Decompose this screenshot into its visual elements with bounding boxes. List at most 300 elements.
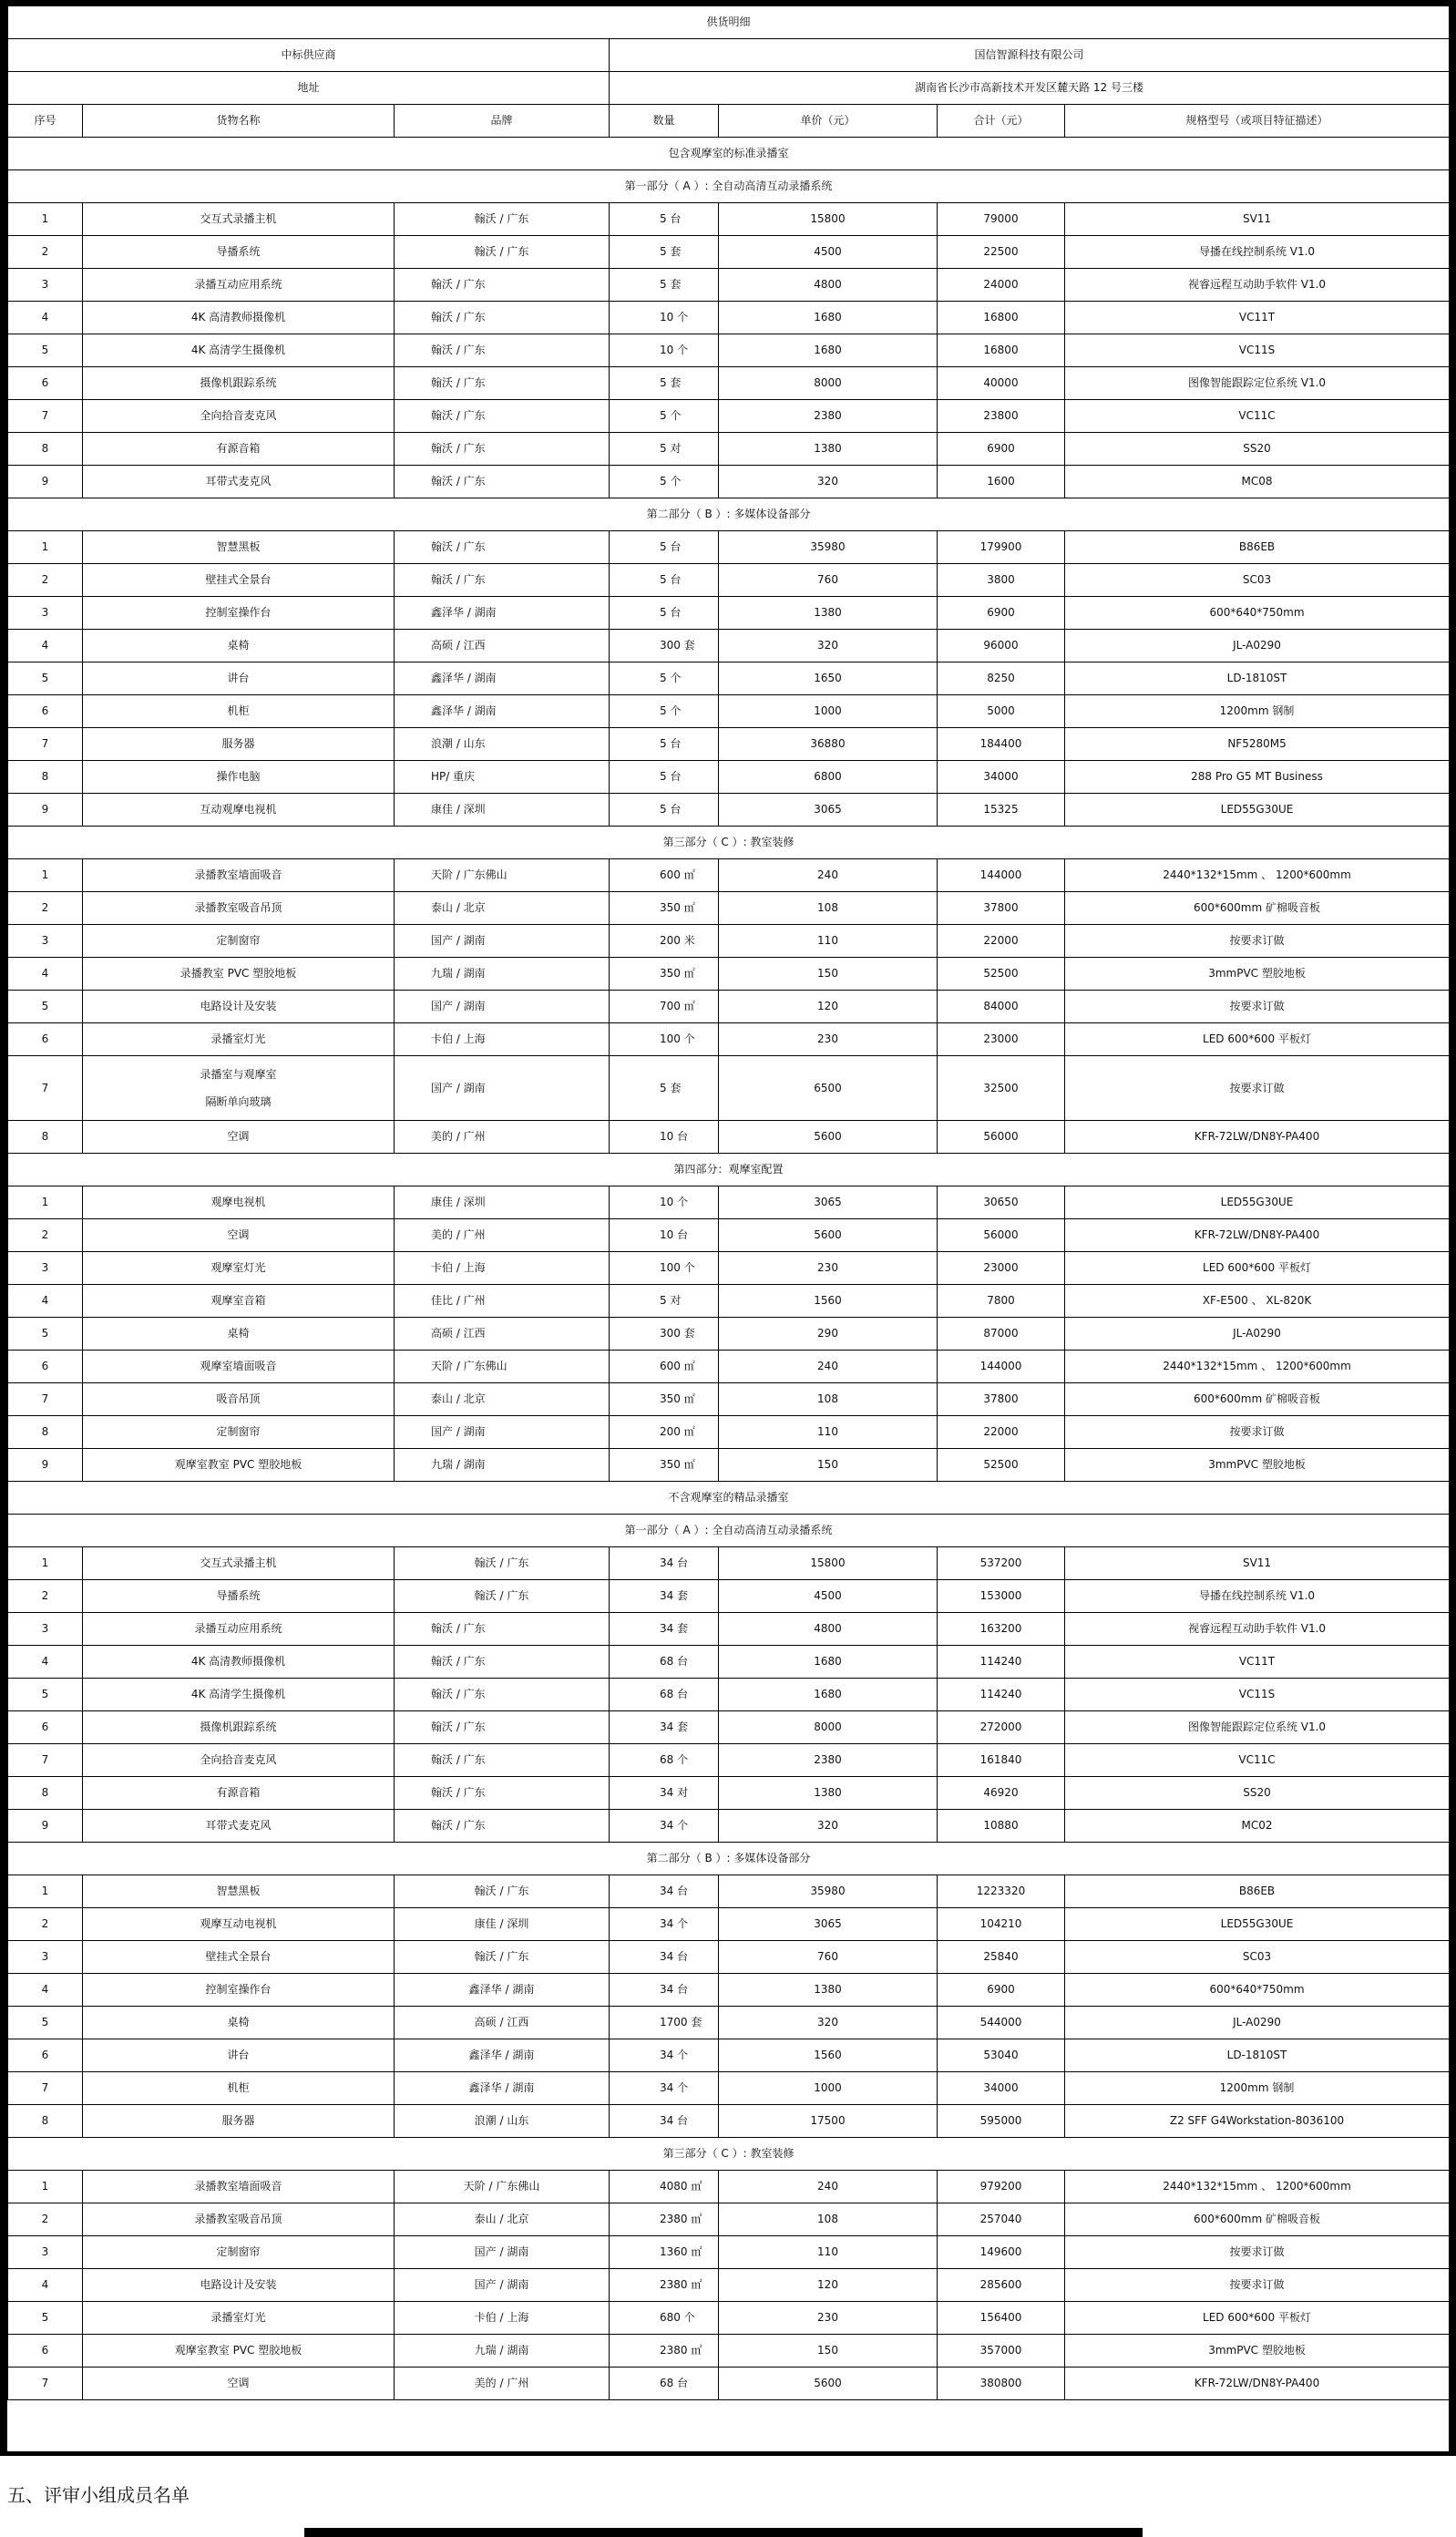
item-spec: KFR-72LW/DN8Y-PA400: [1065, 2368, 1450, 2400]
item-unit-price: 15800: [719, 203, 938, 236]
part-title: 第四部分：观摩室配置: [8, 1154, 1450, 1186]
row-number: 4: [8, 958, 83, 991]
item-name-line-1: 录播室与观摩室: [200, 1068, 277, 1081]
item-spec: B86EB: [1065, 531, 1450, 564]
item-total: 84000: [938, 991, 1065, 1023]
item-unit-price: 150: [719, 2335, 938, 2368]
item-quantity: 300 套: [610, 630, 719, 662]
item-quantity: 680 个: [610, 2302, 719, 2335]
item-spec: 3mmPVC 塑胶地板: [1065, 2335, 1450, 2368]
part-title-row: [8, 170, 1450, 203]
row-number: 4: [8, 1285, 83, 1318]
item-brand: 翰沃 / 广东: [395, 1679, 610, 1711]
item-brand: 美的 / 广州: [395, 1219, 610, 1252]
item-unit-price: 1680: [719, 1646, 938, 1679]
header-name: 货物名称: [83, 105, 395, 138]
item-brand: 鑫泽华 / 湖南: [395, 2039, 610, 2072]
item-name: 电路设计及安装: [83, 991, 395, 1023]
row-number: 9: [8, 1449, 83, 1482]
item-name: 录播室灯光: [83, 1023, 395, 1056]
table-row: [8, 1810, 1450, 1843]
supply-detail-sheet: [7, 5, 1449, 2451]
item-quantity: 5 台: [610, 203, 719, 236]
item-brand: 天阶 / 广东佛山: [395, 859, 610, 892]
table-row: [8, 367, 1450, 400]
item-name: 录播教室 PVC 塑胶地板: [83, 958, 395, 991]
item-total: 380800: [938, 2368, 1065, 2400]
item-quantity: 34 台: [610, 2105, 719, 2138]
part-title-row: [8, 827, 1450, 859]
item-name: 定制窗帘: [83, 2236, 395, 2269]
part-title: 第三部分（ C ）: 教室装修: [8, 2138, 1450, 2171]
row-number: 2: [8, 892, 83, 925]
item-quantity: 600 ㎡: [610, 1351, 719, 1383]
row-number: 9: [8, 794, 83, 827]
item-unit-price: 320: [719, 630, 938, 662]
row-number: 5: [8, 2302, 83, 2335]
item-total: 156400: [938, 2302, 1065, 2335]
table-row: [8, 1711, 1450, 1744]
item-total: 7800: [938, 1285, 1065, 1318]
item-total: 357000: [938, 2335, 1065, 2368]
item-total: 6900: [938, 433, 1065, 466]
item-spec: 600*600mm 矿棉吸音板: [1065, 892, 1450, 925]
item-brand: 浪潮 / 山东: [395, 728, 610, 761]
item-total: 6900: [938, 597, 1065, 630]
item-brand: 高硕 / 江西: [395, 630, 610, 662]
table-row: [8, 2335, 1450, 2368]
item-quantity: 350 ㎡: [610, 958, 719, 991]
item-name: 控制室操作台: [83, 597, 395, 630]
item-name: 导播系统: [83, 236, 395, 269]
item-name: 定制窗帘: [83, 1416, 395, 1449]
table-row: [8, 1744, 1450, 1777]
item-unit-price: 8000: [719, 1711, 938, 1744]
item-brand: 翰沃 / 广东: [395, 302, 610, 334]
item-spec: VC11S: [1065, 334, 1450, 367]
table-row: [8, 695, 1450, 728]
item-quantity: 5 套: [610, 236, 719, 269]
item-name: 观摩室音箱: [83, 1285, 395, 1318]
item-brand: 翰沃 / 广东: [395, 1744, 610, 1777]
item-total: 114240: [938, 1646, 1065, 1679]
item-quantity: 5 台: [610, 564, 719, 597]
table-row: [8, 1646, 1450, 1679]
item-quantity: 300 套: [610, 1318, 719, 1351]
item-quantity: 1360 ㎡: [610, 2236, 719, 2269]
row-number: 6: [8, 2039, 83, 2072]
item-unit-price: 760: [719, 1941, 938, 1974]
header-brand: 品牌: [395, 105, 610, 138]
item-total: 52500: [938, 958, 1065, 991]
section-title: 包含观摩室的标准录播室: [8, 138, 1450, 170]
item-brand: 国产 / 湖南: [395, 1416, 610, 1449]
item-quantity: 34 对: [610, 1777, 719, 1810]
item-spec: JL-A0290: [1065, 630, 1450, 662]
item-name: 录播互动应用系统: [83, 269, 395, 302]
item-name: 讲台: [83, 662, 395, 695]
item-spec: SS20: [1065, 433, 1450, 466]
item-unit-price: 150: [719, 958, 938, 991]
item-total: 10880: [938, 1810, 1065, 1843]
table-row: [8, 236, 1450, 269]
row-number: 7: [8, 1383, 83, 1416]
item-total: 22000: [938, 1416, 1065, 1449]
item-unit-price: 6500: [719, 1056, 938, 1121]
section-title: 不含观摩室的精品录播室: [8, 1482, 1450, 1515]
row-number: 8: [8, 1416, 83, 1449]
item-quantity: 350 ㎡: [610, 1449, 719, 1482]
row-number: 4: [8, 302, 83, 334]
item-quantity: 34 台: [610, 1547, 719, 1580]
table-row: [8, 1351, 1450, 1383]
row-number: 1: [8, 1875, 83, 1908]
table-row: [8, 269, 1450, 302]
item-spec: KFR-72LW/DN8Y-PA400: [1065, 1121, 1450, 1154]
item-total: 46920: [938, 1777, 1065, 1810]
item-total: 23000: [938, 1023, 1065, 1056]
item-quantity: 2380 ㎡: [610, 2269, 719, 2302]
row-number: 1: [8, 531, 83, 564]
header-price: 单价（元）: [719, 105, 938, 138]
item-unit-price: 108: [719, 1383, 938, 1416]
item-brand: 国产 / 湖南: [395, 925, 610, 958]
item-spec: 288 Pro G5 MT Business: [1065, 761, 1450, 794]
item-name: 机柜: [83, 2072, 395, 2105]
table-row: [8, 2236, 1450, 2269]
address-value: 湖南省长沙市高新技术开发区麓天路 12 号三楼: [610, 72, 1450, 105]
item-spec: KFR-72LW/DN8Y-PA400: [1065, 1219, 1450, 1252]
item-name: 录播互动应用系统: [83, 1613, 395, 1646]
item-total: 52500: [938, 1449, 1065, 1482]
item-quantity: 200 米: [610, 925, 719, 958]
item-unit-price: 1680: [719, 1679, 938, 1711]
address-row: [8, 72, 1450, 105]
item-brand: 翰沃 / 广东: [395, 433, 610, 466]
row-number: 3: [8, 1941, 83, 1974]
row-number: 5: [8, 662, 83, 695]
item-spec: 600*600mm 矿棉吸音板: [1065, 2203, 1450, 2236]
item-unit-price: 2380: [719, 400, 938, 433]
item-name: [83, 1056, 395, 1121]
table-row: [8, 302, 1450, 334]
row-number: 5: [8, 1318, 83, 1351]
item-unit-price: 4800: [719, 269, 938, 302]
item-brand: 翰沃 / 广东: [395, 203, 610, 236]
item-brand: 泰山 / 北京: [395, 892, 610, 925]
item-brand: 翰沃 / 广东: [395, 400, 610, 433]
item-total: 595000: [938, 2105, 1065, 2138]
item-quantity: 10 台: [610, 1121, 719, 1154]
item-unit-price: 5600: [719, 2368, 938, 2400]
table-row: [8, 1679, 1450, 1711]
table-row: [8, 334, 1450, 367]
item-quantity: 34 个: [610, 1908, 719, 1941]
item-spec: VC11T: [1065, 302, 1450, 334]
item-name: 壁挂式全景台: [83, 564, 395, 597]
item-quantity: 5 台: [610, 794, 719, 827]
item-unit-price: 35980: [719, 531, 938, 564]
item-unit-price: 1000: [719, 695, 938, 728]
item-total: 114240: [938, 1679, 1065, 1711]
table-row: [8, 466, 1450, 498]
item-quantity: 5 台: [610, 531, 719, 564]
table-row: [8, 925, 1450, 958]
part-title-row: [8, 1843, 1450, 1875]
row-number: 4: [8, 630, 83, 662]
item-unit-price: 1560: [719, 2039, 938, 2072]
item-spec: XF-E500 、 XL-820K: [1065, 1285, 1450, 1318]
table-row: [8, 1777, 1450, 1810]
item-unit-price: 3065: [719, 794, 938, 827]
item-quantity: 700 ㎡: [610, 991, 719, 1023]
item-spec: MC08: [1065, 466, 1450, 498]
supplier-value: 国信智源科技有限公司: [610, 39, 1450, 72]
item-brand: 国产 / 湖南: [395, 2236, 610, 2269]
table-row: [8, 1186, 1450, 1219]
table-row: [8, 597, 1450, 630]
table-row: [8, 2269, 1450, 2302]
part-title-row: [8, 1515, 1450, 1547]
item-brand: 鑫泽华 / 湖南: [395, 662, 610, 695]
part-title: 第一部分（ A ）: 全自动高清互动录播系统: [8, 1515, 1450, 1547]
row-number: 9: [8, 1810, 83, 1843]
supplier-row: [8, 39, 1450, 72]
item-unit-price: 1560: [719, 1285, 938, 1318]
table-title-row: [8, 6, 1450, 39]
item-brand: HP/ 重庆: [395, 761, 610, 794]
item-spec: Z2 SFF G4Workstation-8036100: [1065, 2105, 1450, 2138]
header-total: 合计（元）: [938, 105, 1065, 138]
item-quantity: 350 ㎡: [610, 892, 719, 925]
item-total: 37800: [938, 892, 1065, 925]
item-name: 桌椅: [83, 1318, 395, 1351]
item-quantity: 34 个: [610, 2072, 719, 2105]
item-spec: SV11: [1065, 1547, 1450, 1580]
item-unit-price: 108: [719, 2203, 938, 2236]
supply-table-body: [8, 6, 1450, 2400]
item-unit-price: 1680: [719, 302, 938, 334]
row-number: 6: [8, 2335, 83, 2368]
item-name: 交互式录播主机: [83, 203, 395, 236]
item-quantity: 5 个: [610, 466, 719, 498]
item-spec: 按要求订做: [1065, 2236, 1450, 2269]
item-brand: 泰山 / 北京: [395, 2203, 610, 2236]
item-quantity: 2380 ㎡: [610, 2335, 719, 2368]
table-row: [8, 991, 1450, 1023]
item-quantity: 5 台: [610, 597, 719, 630]
item-name: 4K 高清教师摄像机: [83, 1646, 395, 1679]
item-quantity: 68 个: [610, 1744, 719, 1777]
item-name: 录播教室吸音吊顶: [83, 2203, 395, 2236]
item-unit-price: 6800: [719, 761, 938, 794]
table-row: [8, 2072, 1450, 2105]
item-unit-price: 1380: [719, 597, 938, 630]
item-total: 22000: [938, 925, 1065, 958]
table-title: 供货明细: [8, 6, 1450, 39]
item-brand: 康佳 / 深圳: [395, 1908, 610, 1941]
item-brand: 翰沃 / 广东: [395, 236, 610, 269]
item-name: 壁挂式全景台: [83, 1941, 395, 1974]
item-name: 互动观摩电视机: [83, 794, 395, 827]
table-row: [8, 1056, 1450, 1121]
item-name: 有源音箱: [83, 1777, 395, 1810]
item-quantity: 100 个: [610, 1023, 719, 1056]
item-total: 16800: [938, 302, 1065, 334]
item-unit-price: 8000: [719, 367, 938, 400]
table-row: [8, 1613, 1450, 1646]
item-unit-price: 2380: [719, 1744, 938, 1777]
table-row: [8, 1121, 1450, 1154]
item-quantity: 34 个: [610, 2039, 719, 2072]
item-total: 25840: [938, 1941, 1065, 1974]
item-brand: 翰沃 / 广东: [395, 564, 610, 597]
item-quantity: 10 个: [610, 334, 719, 367]
item-spec: VC11C: [1065, 400, 1450, 433]
item-total: 22500: [938, 236, 1065, 269]
item-quantity: 68 台: [610, 1646, 719, 1679]
item-unit-price: 230: [719, 2302, 938, 2335]
item-spec: MC02: [1065, 1810, 1450, 1843]
item-unit-price: 230: [719, 1252, 938, 1285]
item-unit-price: 320: [719, 2007, 938, 2039]
item-total: 32500: [938, 1056, 1065, 1121]
address-label: 地址: [8, 72, 610, 105]
row-number: 3: [8, 1613, 83, 1646]
review-panel-heading: 五、评审小组成员名单: [7, 2484, 190, 2506]
row-number: 3: [8, 597, 83, 630]
item-brand: 翰沃 / 广东: [395, 1646, 610, 1679]
item-spec: 3mmPVC 塑胶地板: [1065, 1449, 1450, 1482]
item-spec: 600*640*750mm: [1065, 1974, 1450, 2007]
item-spec: 图像智能跟踪定位系统 V1.0: [1065, 1711, 1450, 1744]
item-spec: 导播在线控制系统 V1.0: [1065, 236, 1450, 269]
row-number: 7: [8, 2072, 83, 2105]
item-name: 有源音箱: [83, 433, 395, 466]
next-table-top-border: [304, 2528, 1143, 2537]
item-unit-price: 35980: [719, 1875, 938, 1908]
row-number: 8: [8, 761, 83, 794]
item-spec: 视睿远程互动助手软件 V1.0: [1065, 269, 1450, 302]
item-spec: 2440*132*15mm 、 1200*600mm: [1065, 1351, 1450, 1383]
item-brand: 浪潮 / 山东: [395, 2105, 610, 2138]
item-name: 观摩室灯光: [83, 1252, 395, 1285]
item-brand: 翰沃 / 广东: [395, 1711, 610, 1744]
item-unit-price: 230: [719, 1023, 938, 1056]
item-name: 服务器: [83, 2105, 395, 2138]
item-name: 操作电脑: [83, 761, 395, 794]
item-total: 79000: [938, 203, 1065, 236]
item-unit-price: 240: [719, 859, 938, 892]
item-quantity: 5 台: [610, 761, 719, 794]
item-unit-price: 320: [719, 1810, 938, 1843]
item-name: 全向拾音麦克风: [83, 1744, 395, 1777]
item-spec: LED 600*600 平板灯: [1065, 2302, 1450, 2335]
item-brand: 翰沃 / 广东: [395, 1875, 610, 1908]
item-total: 53040: [938, 2039, 1065, 2072]
table-row: [8, 1974, 1450, 2007]
item-unit-price: 120: [719, 2269, 938, 2302]
item-spec: LED 600*600 平板灯: [1065, 1023, 1450, 1056]
item-name: 观摩室教室 PVC 塑胶地板: [83, 1449, 395, 1482]
item-total: 285600: [938, 2269, 1065, 2302]
item-unit-price: 110: [719, 2236, 938, 2269]
item-total: 163200: [938, 1613, 1065, 1646]
table-row: [8, 1941, 1450, 1974]
item-brand: 鑫泽华 / 湖南: [395, 695, 610, 728]
row-number: 5: [8, 991, 83, 1023]
item-name: 录播教室墙面吸音: [83, 859, 395, 892]
item-name: 交互式录播主机: [83, 1547, 395, 1580]
supply-detail-table: [7, 5, 1450, 2400]
item-spec: JL-A0290: [1065, 2007, 1450, 2039]
item-total: 34000: [938, 761, 1065, 794]
part-title: 第一部分（ A ）: 全自动高清互动录播系统: [8, 170, 1450, 203]
item-name: 观摩室教室 PVC 塑胶地板: [83, 2335, 395, 2368]
item-total: 23800: [938, 400, 1065, 433]
item-unit-price: 110: [719, 925, 938, 958]
item-brand: 天阶 / 广东佛山: [395, 1351, 610, 1383]
item-name: 智慧黑板: [83, 1875, 395, 1908]
item-quantity: 34 个: [610, 1810, 719, 1843]
item-spec: 1200mm 钢制: [1065, 2072, 1450, 2105]
row-number: 3: [8, 269, 83, 302]
row-number: 6: [8, 1351, 83, 1383]
item-brand: 鑫泽华 / 湖南: [395, 2072, 610, 2105]
item-name: 4K 高清学生摄像机: [83, 334, 395, 367]
part-title-row: [8, 498, 1450, 531]
item-quantity: 5 对: [610, 433, 719, 466]
item-total: 8250: [938, 662, 1065, 695]
item-name: 4K 高清学生摄像机: [83, 1679, 395, 1711]
table-row: [8, 1580, 1450, 1613]
item-spec: 图像智能跟踪定位系统 V1.0: [1065, 367, 1450, 400]
row-number: 5: [8, 1679, 83, 1711]
item-total: 37800: [938, 1383, 1065, 1416]
item-name-line-2: 隔断单向玻璃: [205, 1095, 272, 1108]
item-brand: 翰沃 / 广东: [395, 367, 610, 400]
item-total: 5000: [938, 695, 1065, 728]
item-brand: 翰沃 / 广东: [395, 1810, 610, 1843]
table-row: [8, 1252, 1450, 1285]
item-spec: LD-1810ST: [1065, 662, 1450, 695]
item-name: 讲台: [83, 2039, 395, 2072]
row-number: 2: [8, 2203, 83, 2236]
item-total: 257040: [938, 2203, 1065, 2236]
row-number: 2: [8, 1219, 83, 1252]
item-unit-price: 5600: [719, 1121, 938, 1154]
item-unit-price: 1380: [719, 1974, 938, 2007]
item-quantity: 5 个: [610, 400, 719, 433]
item-total: 144000: [938, 1351, 1065, 1383]
item-spec: 600*640*750mm: [1065, 597, 1450, 630]
item-spec: VC11S: [1065, 1679, 1450, 1711]
row-number: 2: [8, 1908, 83, 1941]
table-row: [8, 400, 1450, 433]
item-brand: 卡伯 / 上海: [395, 1023, 610, 1056]
item-brand: 高硕 / 江西: [395, 2007, 610, 2039]
table-row: [8, 958, 1450, 991]
table-row: [8, 728, 1450, 761]
item-name: 控制室操作台: [83, 1974, 395, 2007]
item-total: 544000: [938, 2007, 1065, 2039]
item-name: 摄像机跟踪系统: [83, 1711, 395, 1744]
item-name: 观摩室墙面吸音: [83, 1351, 395, 1383]
item-total: 23000: [938, 1252, 1065, 1285]
section-title-row: [8, 138, 1450, 170]
item-brand: 翰沃 / 广东: [395, 269, 610, 302]
item-quantity: 5 台: [610, 728, 719, 761]
